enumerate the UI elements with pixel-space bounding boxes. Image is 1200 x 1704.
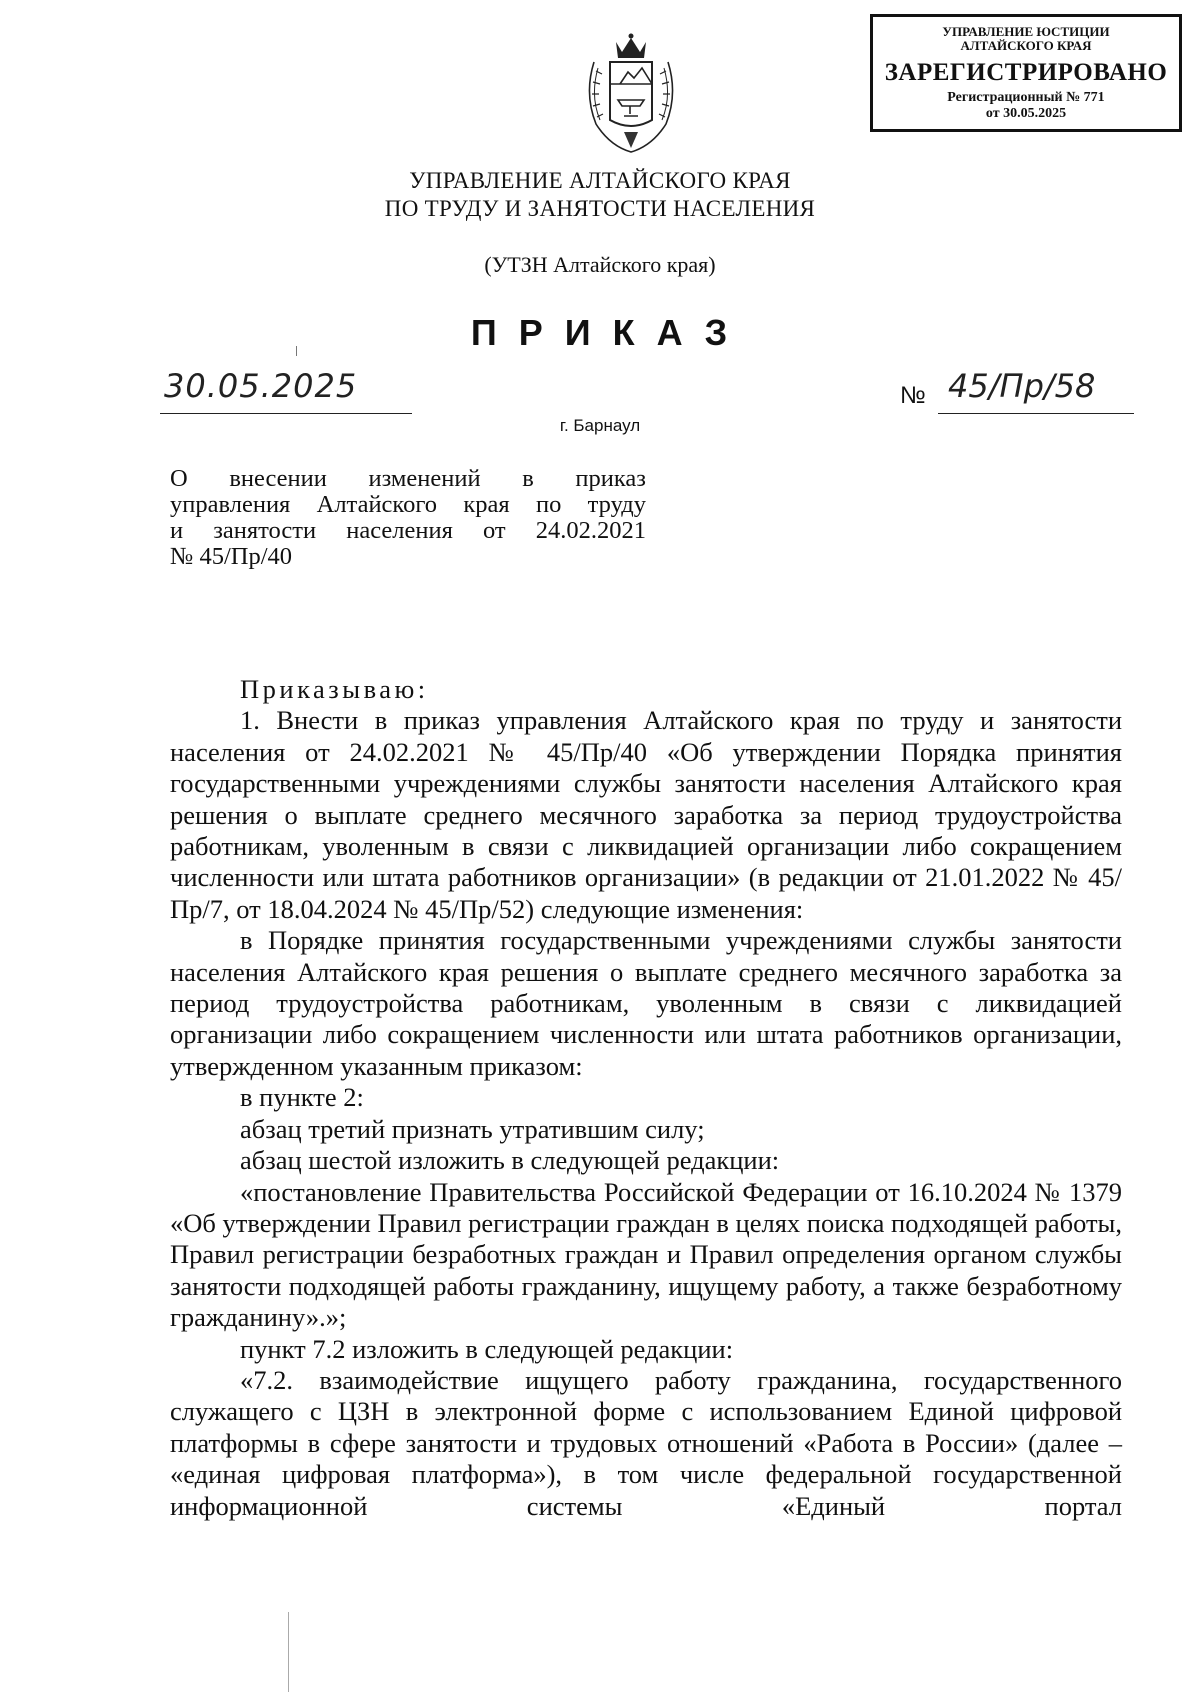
number-label: № xyxy=(900,382,926,409)
subject-line: управления Алтайского края по труду xyxy=(170,491,646,518)
body-paragraph: «7.2. взаимодействие ищущего работу гражданина, государственного служащего с ЦЗН в электронной форме с использованием Единой цифровой платформы в сфере занятости и трудовых отношений «Работа в России» (далее – «единая цифровая платформа»), в том числе федеральной государственной информационной системы «Единый портал xyxy=(170,1364,1122,1521)
coat-of-arms-icon xyxy=(580,32,682,156)
document-type-title: ПРИКАЗ xyxy=(470,312,750,353)
body-paragraph: «постановление Правительства Российской Федерации от 16.10.2024 № 1379 «Об утверждении Правил регистрации граждан в целях поиска подходящей работы, Правил регистрации безработных граждан и Правил определения органом службы занятости подходящей работы гражданину, ищущему работу, а также безработному гражданину».»; xyxy=(170,1176,1122,1333)
subject-line: № 45/Пр/40 xyxy=(170,543,293,570)
stamp-status: ЗАРЕГИСТРИРОВАНО xyxy=(884,59,1168,86)
order-subject xyxy=(170,466,646,570)
stamp-agency-line1: УПРАВЛЕНИЕ ЮСТИЦИИ xyxy=(942,24,1110,39)
stamp-reg-date: от 30.05.2025 xyxy=(985,106,1067,121)
body-paragraph: пункт 7.2 изложить в следующей редакции: xyxy=(240,1333,734,1364)
city-label: г. Барнаул xyxy=(559,416,641,435)
body-paragraph: абзац шестой изложить в следующей редакции: xyxy=(240,1145,780,1176)
org-abbreviation: (УТЗН Алтайского края) xyxy=(484,252,716,277)
body-paragraph: абзац третий признать утратившим силу; xyxy=(240,1113,705,1144)
body-paragraph: в Порядке принятия государственными учреждениями службы занятости населения Алтайского края решения о выплате среднего месячного заработка за период трудоустройства работникам, уволенным в связи с ликвидацией организации либо сокращением численности или штата работников организации, утвержденном указанным приказом: xyxy=(170,925,1122,1081)
handwritten-number: 45/Пр/58 xyxy=(938,366,1134,414)
org-name-line2: ПО ТРУДУ И ЗАНЯТОСТИ НАСЕЛЕНИЯ xyxy=(384,196,816,221)
stamp-agency-line2: АЛТАЙСКОГО КРАЯ xyxy=(960,38,1092,53)
subject-line: О внесении изменений в приказ xyxy=(170,465,646,492)
handwritten-date: 30.05.2025 xyxy=(160,366,412,414)
stamp-reg-number: Регистрационный № 771 xyxy=(947,90,1105,105)
scan-artifact xyxy=(288,1612,289,1692)
order-lead: Приказываю: xyxy=(240,674,429,704)
body-paragraph: 1. Внести в приказ управления Алтайского края по труду и занятости населения от 24.02.2021 № 45/Пр/40 «Об утверждении Порядка принятия государственными учреждениями службы занятости населения Алтайского края решения о выплате среднего месячного заработка за период трудоустройства работникам, уволенным в связи с ликвидацией организации либо сокращением численности или штата работников организации» (в редакции от 21.01.2022 № 45/Пр/7, от 18.04.2024 № 45/Пр/52) следующие изменения: xyxy=(170,705,1122,924)
org-name-line1: УПРАВЛЕНИЕ АЛТАЙСКОГО КРАЯ xyxy=(409,168,791,193)
scan-artifact xyxy=(296,346,297,356)
registration-stamp xyxy=(870,14,1182,132)
subject-line: и занятости населения от 24.02.2021 xyxy=(170,517,646,544)
order-body xyxy=(170,674,1122,1522)
body-paragraph: в пункте 2: xyxy=(240,1082,364,1113)
